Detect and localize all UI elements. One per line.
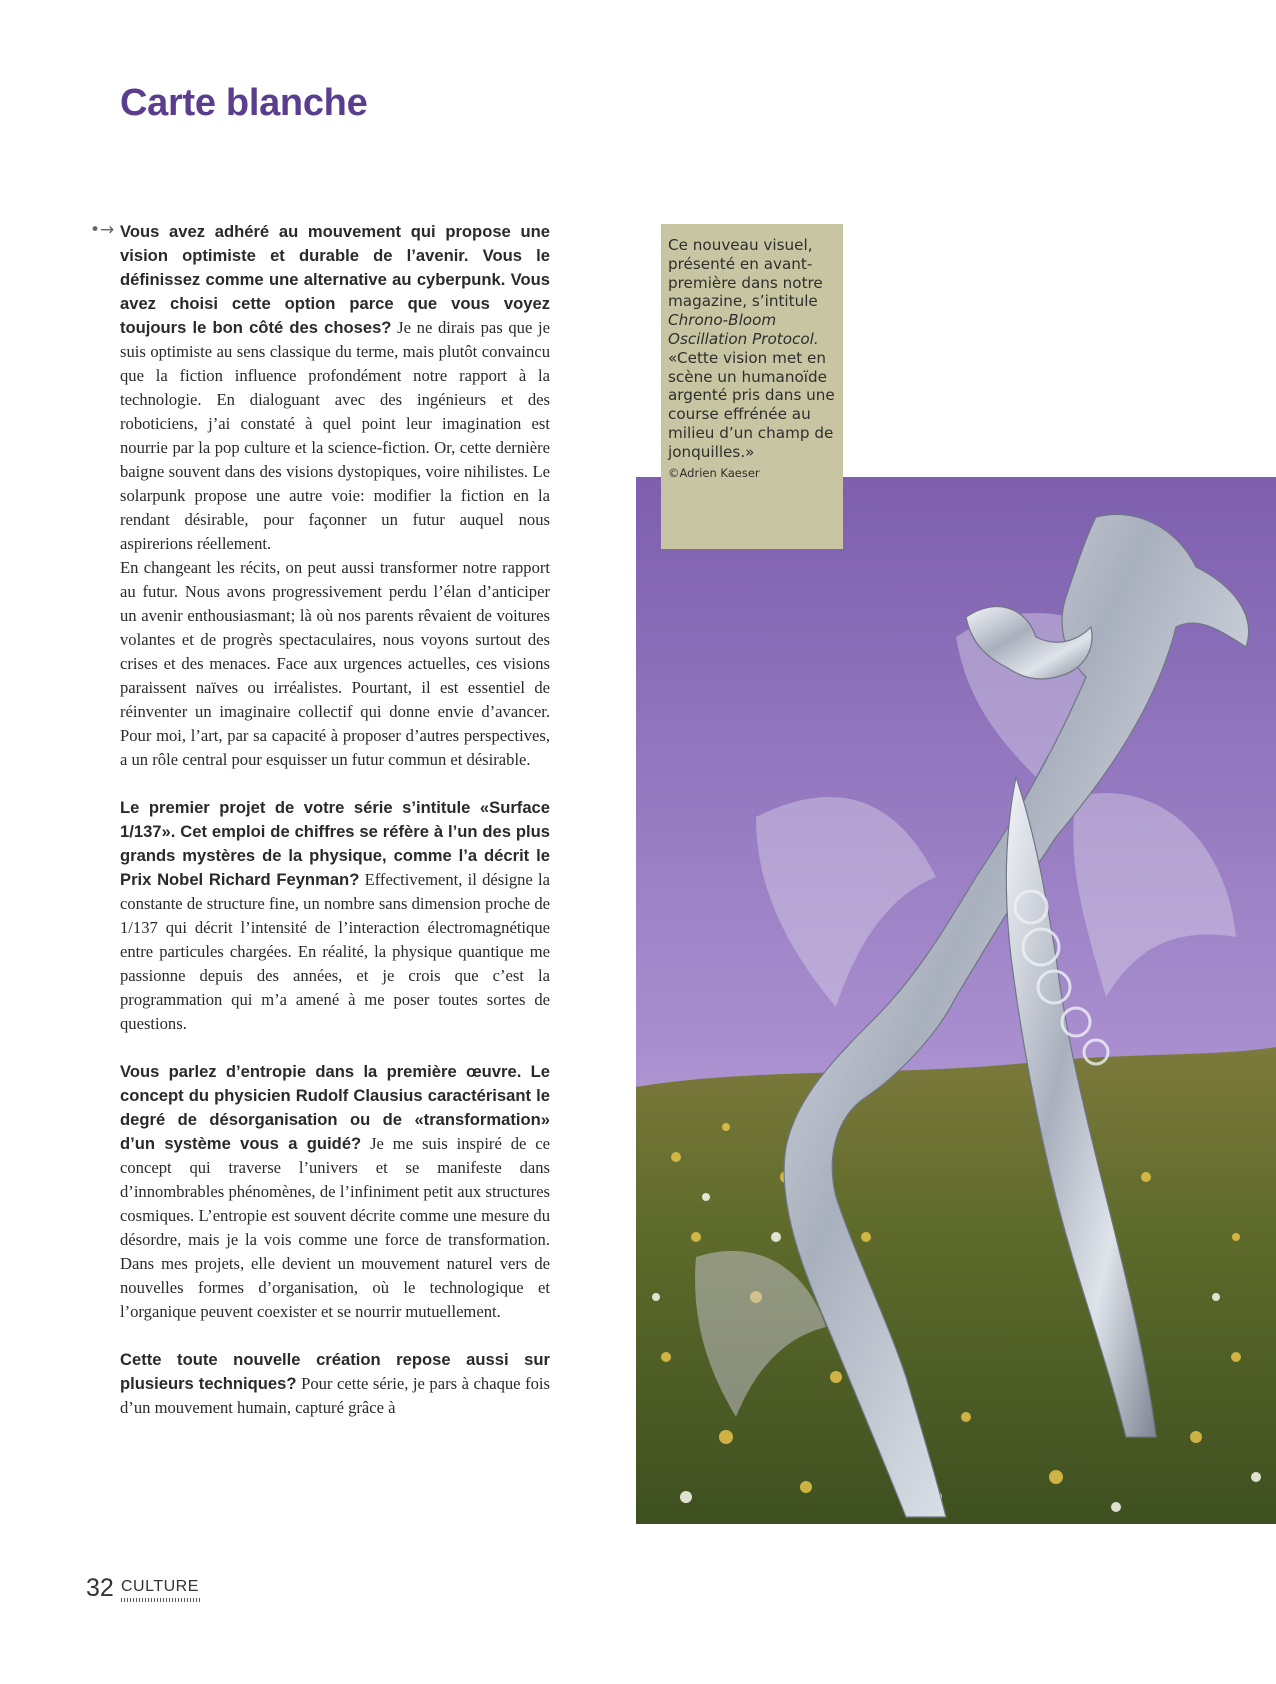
page-number: 32 xyxy=(86,1574,114,1602)
page-title: Carte blanche xyxy=(120,82,368,124)
answer-1: Je ne dirais pas que je suis optimiste au sens classique du terme, mais plutôt convaincu que la fiction influence profondément notre rapport à la technologie. En dialoguant avec des ingénieurs et des roboticiens, j’ai constaté à quel point leur imagination est nourrie par la pop culture et la science-fiction. Or, cette dernière baigne souvent dans des visions dystopiques, voire nihilistes. Le solarpunk propose une autre voie: modifier la fiction en la rendant désirable, pour façonner un futur auquel nous aspirerions réellement. xyxy=(120,318,551,553)
image-caption xyxy=(661,224,843,549)
question-4: Cette toute nouvelle création repose aussi sur plusieurs techniques? xyxy=(120,1350,550,1393)
answer-2: Effectivement, il désigne la constante de structure fine, un nombre sans dimension proche de 1/137 qui décrit l’intensité de l’interaction électromagnétique entre particules chargées. En réalité, la physique quantique me passionne depuis des années, et je crois que c’est la programmation qui m’a amené à me poser toutes sortes de questions. xyxy=(120,870,550,1033)
interview-block-3 xyxy=(120,1060,550,1324)
interview-block-2 xyxy=(120,796,550,1036)
caption-artwork-title: Chrono-Bloom Oscillation Protocol. xyxy=(668,311,819,348)
question-2: Le premier projet de votre série s’intitule «Surface 1/137». Cet emploi de chiffres se réfère à l’un des plus grands mystères de la physique, comme l’a décrit le Prix Nobel Richard Feynman? xyxy=(120,798,550,889)
caption-credit: ©Adrien Kaeser xyxy=(668,465,760,480)
answer-3: Je me suis inspiré de ce concept qui traverse l’univers et se manifeste dans d’innombrables phénomènes, de l’infiniment petit aux structures cosmiques. L’entropie est souvent décrite comme une mesure du désordre, mais je la vois comme une force de transformation. Dans mes projets, elle devient un mouvement naturel vers de nouvelles formes d’organisation, où le technologique et l’organique peuvent coexister et se nourrir mutuellement. xyxy=(120,1134,550,1321)
footer-rule xyxy=(121,1598,202,1602)
answer-1-continuation: En changeant les récits, on peut aussi transformer notre rapport au futur. Nous avons progressivement perdu l’élan d’anticiper un avenir enthousiasmant; là où nos parents rêvaient de voitures volantes et de progrès spectaculaires, nous voyons surtout des crises et des menaces. Face aux urgences actuelles, ces visions paraissent naïves ou irréalistes. Pourtant, il est essentiel de réinventer un imaginaire collectif qui donne envie d’avancer. Pour moi, l’art, par sa capacité à proposer d’autres perspectives, a un rôle central pour esquisser un futur commun et désirable. xyxy=(120,558,550,769)
interview-block-1 xyxy=(120,220,550,556)
section-name: CULTURE xyxy=(121,1578,199,1595)
arrow-right-icon: •→ xyxy=(90,220,115,240)
caption-quote: «Cette vision met en scène un humanoïde argenté pris dans une course effrénée au milieu d’un champ de jonquilles.» xyxy=(668,348,835,461)
question-1: Vous avez adhéré au mouvement qui propose une vision optimiste et durable de l’avenir. Vous le définissez comme une alternative au cyberpunk. Vous avez choisi cette option parce que vous voyez toujours le bon côté des choses? xyxy=(120,222,550,337)
interview-block-4 xyxy=(120,1348,550,1420)
answer-4: Pour cette série, je pars à chaque fois d’un mouvement humain, capturé grâce à xyxy=(120,1374,550,1417)
question-3: Vous parlez d’entropie dans la première œuvre. Le concept du physicien Rudolf Clausius caractérisant le degré de désorganisation ou de «transformation» d’un système vous a guidé? xyxy=(120,1062,550,1153)
artwork-image xyxy=(636,477,1276,1524)
article-body xyxy=(120,220,550,1444)
caption-text: Ce nouveau visuel, présenté en avant-première dans notre magazine, s’intitule xyxy=(668,236,823,311)
